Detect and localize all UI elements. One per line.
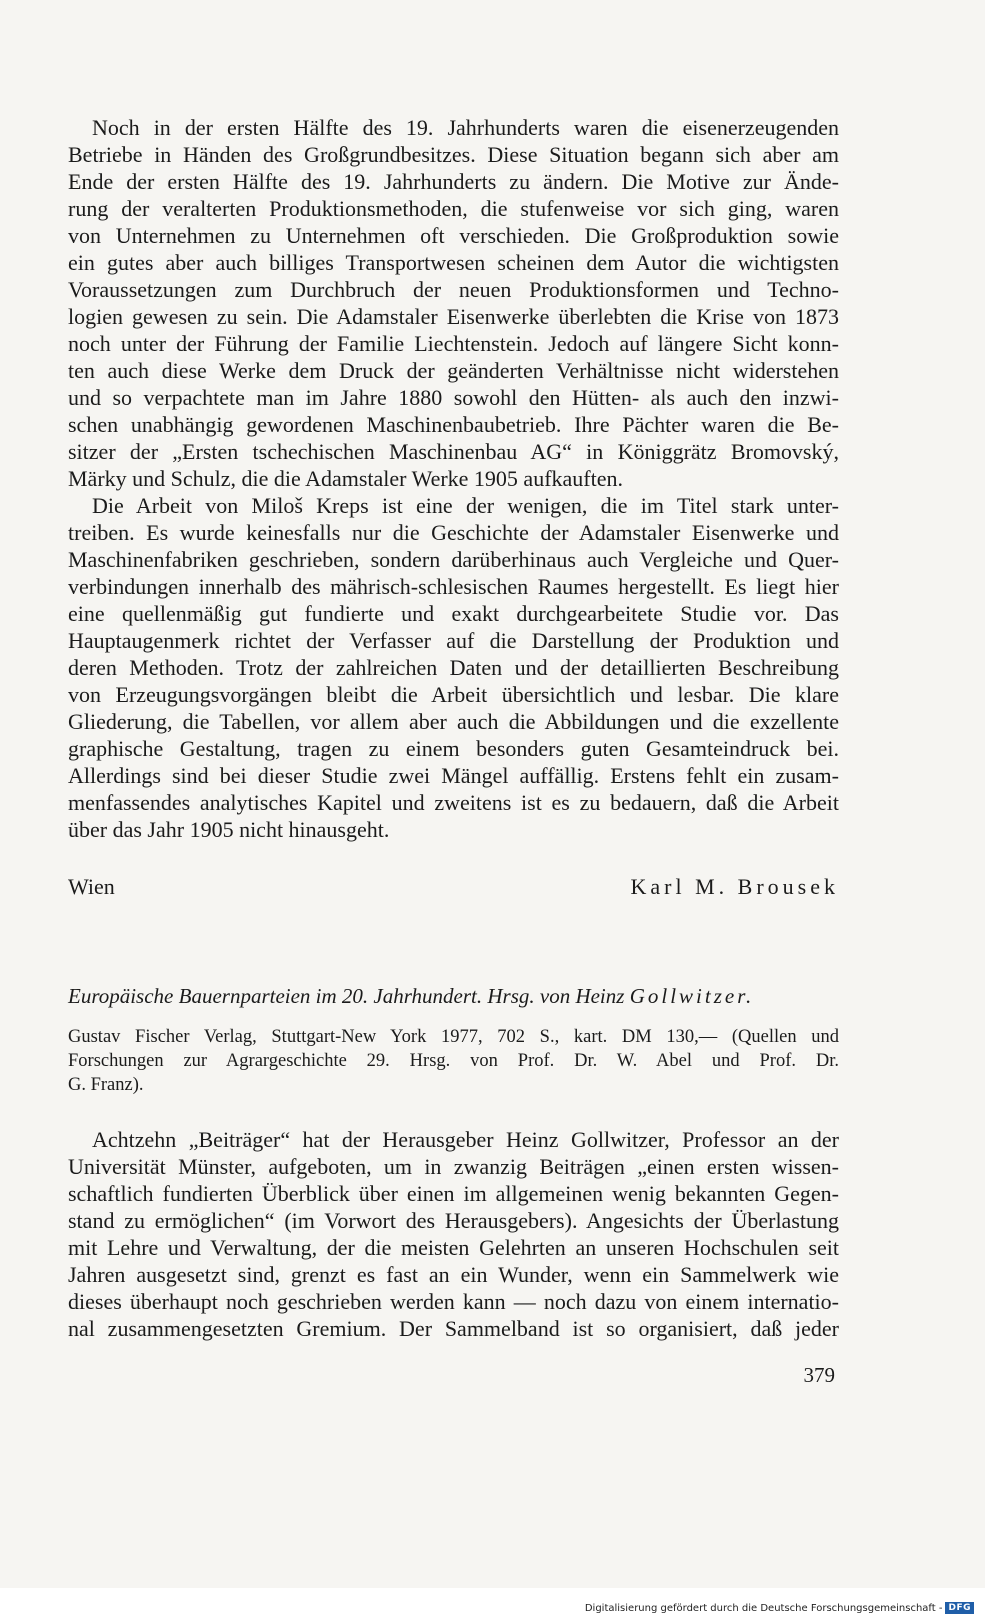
review1-line: logien gewesen zu sein. Die Adamstaler Eisenwerke überlebten die Krise von 1873 bbox=[68, 304, 839, 329]
review1-line: Betriebe in Händen des Großgrundbesitzes. Diese Situation begann sich aber am bbox=[68, 142, 839, 167]
review1-line: deren Methoden. Trotz der zahlreichen Daten und der detaillierten Beschreibung bbox=[68, 655, 839, 680]
review2-line: stand zu ermöglichen“ (im Vorwort des Herausgebers). Angesichts der Überlastung bbox=[68, 1208, 839, 1233]
review1-line: Ende der ersten Hälfte des 19. Jahrhunderts zu ändern. Die Motive zur Ände- bbox=[68, 169, 839, 194]
review2-line: mit Lehre und Verwaltung, der die meisten Gelehrten an unseren Hochschulen seit bbox=[68, 1235, 839, 1260]
review1-line: treiben. Es wurde keinesfalls nur die Geschichte der Adamstaler Eisenwerke und bbox=[68, 520, 839, 545]
review1-line: noch unter der Führung der Familie Liechtenstein. Jedoch auf längere Sicht konn- bbox=[68, 331, 839, 356]
review1-line: Maschinenfabriken geschrieben, sondern darüberhinaus auch Vergleiche und Quer- bbox=[68, 547, 839, 572]
review1-line: eine quellenmäßig gut fundierte und exakt durchgearbeitete Studie vor. Das bbox=[68, 601, 839, 626]
review1-line: Noch in der ersten Hälfte des 19. Jahrhunderts waren die eisenerzeugenden bbox=[92, 115, 839, 140]
page-number: 379 bbox=[803, 1363, 835, 1387]
publication-line: Gustav Fischer Verlag, Stuttgart-New York 1977, 702 S., kart. DM 130,— (Quellen und bbox=[68, 1027, 839, 1047]
review1-line: Gliederung, die Tabellen, vor allem aber auch die Abbildungen und die exzellente bbox=[68, 709, 839, 734]
review1-line: von Erzeugungsvorgängen bleibt die Arbeit übersichtlich und lesbar. Die klare bbox=[68, 682, 839, 707]
review2-title-text: Europäische Bauernparteien im 20. Jahrhundert. Hrsg. von Heinz bbox=[68, 984, 630, 1008]
review1-line: verbindungen innerhalb des mährisch-schlesischen Raumes hergestellt. Es liegt hier bbox=[68, 574, 839, 599]
review1-line: und so verpachtete man im Jahre 1880 sowohl den Hütten- als auch den inzwi- bbox=[68, 385, 839, 410]
review1-line: Die Arbeit von Miloš Kreps ist eine der wenigen, die im Titel stark unter- bbox=[92, 493, 839, 518]
review2-line: nal zusammengesetzten Gremium. Der Sammelband ist so organisiert, daß jeder bbox=[68, 1316, 839, 1341]
digitization-footer bbox=[585, 1602, 974, 1614]
signature-place: Wien bbox=[68, 874, 115, 899]
review1-line: ten auch diese Werke dem Druck der geänderten Verhältnisse nicht widerstehen bbox=[68, 358, 839, 383]
review2-line: Achtzehn „Beiträger“ hat der Herausgeber Heinz Gollwitzer, Professor an der bbox=[92, 1127, 839, 1152]
review1-line: sitzer der „Ersten tschechischen Maschinenbau AG“ in Königgrätz Bromovský, bbox=[68, 439, 839, 464]
review2-title bbox=[68, 983, 839, 1010]
publication-line: Forschungen zur Agrargeschichte 29. Hrsg. von Prof. Dr. W. Abel und Prof. Dr. bbox=[68, 1051, 839, 1071]
review1-line: rung der veralterten Produktionsmethoden, die stufenweise vor sich ging, waren bbox=[68, 196, 839, 221]
review1-line: Märky und Schulz, die die Adamstaler Werke 1905 aufkauften. bbox=[68, 466, 623, 491]
review1-line: Allerdings sind bei dieser Studie zwei Mängel auffällig. Erstens fehlt ein zusam- bbox=[68, 763, 839, 788]
dfg-logo: DFG bbox=[945, 1602, 974, 1614]
review1-line: ein gutes aber auch billiges Transportwesen scheinen dem Autor die wichtigsten bbox=[68, 250, 839, 275]
signature-author: Karl M. Brousek bbox=[630, 874, 839, 899]
review2-line: dieses überhaupt noch geschrieben werden kann — noch dazu von einem internatio- bbox=[68, 1289, 839, 1314]
review1-line: schen unabhängig gewordenen Maschinenbaubetrieb. Ihre Pächter waren die Be- bbox=[68, 412, 839, 437]
review2-line: Universität Münster, aufgeboten, um in zwanzig Beiträgen „einen ersten wissen- bbox=[68, 1154, 839, 1179]
publication-line: G. Franz). bbox=[68, 1075, 144, 1095]
review2-line: schaftlich fundierten Überblick über einen im allgemeinen wenig bekannten Gegen- bbox=[68, 1181, 839, 1206]
review1-line: menfassendes analytisches Kapitel und zweitens ist es zu bedauern, daß die Arbeit bbox=[68, 790, 839, 815]
footer-text: Digitalisierung gefördert durch die Deutsche Forschungsgemeinschaft - bbox=[584, 1602, 943, 1614]
review2-title-editor: Gollwitzer. bbox=[629, 984, 755, 1008]
review1-line: von Unternehmen zu Unternehmen oft verschieden. Die Großproduktion sowie bbox=[68, 223, 839, 248]
review1-line: graphische Gestaltung, tragen zu einem besonders guten Gesamteindruck bei. bbox=[68, 736, 839, 761]
review1-line: Voraussetzungen zum Durchbruch der neuen Produktionsformen und Techno- bbox=[68, 277, 839, 302]
review2-line: Jahren ausgesetzt sind, grenzt es fast an ein Wunder, wenn ein Sammelwerk wie bbox=[68, 1262, 839, 1287]
review1-line: über das Jahr 1905 nicht hinausgeht. bbox=[68, 817, 390, 842]
review1-line: Hauptaugenmerk richtet der Verfasser auf die Darstellung der Produktion und bbox=[68, 628, 839, 653]
